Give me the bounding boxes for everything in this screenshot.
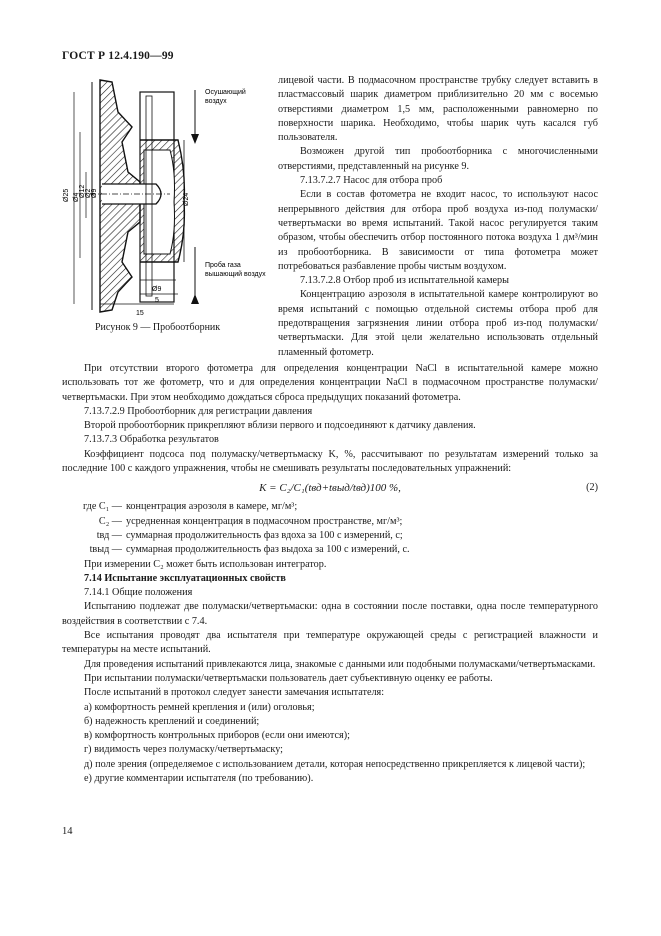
section-heading: 7.14 Испытание эксплуатационных свойств [84,572,286,584]
sampler-figure [60,72,270,320]
section-heading: 7.14.1 Общие положения [84,587,193,599]
paragraph: Все испытания проводят два испытателя при температуре окружающей среды с регистрацией влажности и температуры на месте испытаний. [62,630,598,656]
dim-label: Ø9 [91,188,98,198]
list-item: в) комфортность контрольных приборов (если они имеются); [84,730,350,742]
list-item: а) комфортность ремней крепления и (или) оголовья; [84,701,315,713]
definition: где C₁ — концентрация аэрозоля в камере, мг/м³; [82,501,298,513]
formula [62,476,598,500]
dim-label: 5 [155,297,159,304]
list-item: д) поле зрения (определяемое с использованием детали, которая непосредственно прикрепляется к лицевой части); [84,758,586,770]
paragraph: Концентрацию аэрозоля в испытательной камере контролируют во время испытаний с помощью отдельной системы отбора проб для предотвращения загрязнения линии отбора проб из-под полумаски/четвертьмаски. Для этой цели желательно использовать отдельный пламенный фотометр. [278,289,598,358]
list-item: б) надежность креплений и соединений; [84,715,260,727]
paragraph: Возможен другой тип пробоотборника с многочисленными отверстиями, представленный на рисунке 9. [278,146,598,172]
dim-label: 15 [136,310,144,317]
section-heading: 7.13.7.2.7 Насос для отбора проб [300,175,443,187]
figure-label-air-2: воздух [205,98,227,105]
definition: C₂ — усредненная концентрация в подмасочном пространстве, мг/м³; [98,515,403,527]
paragraph: При испытании полумаски/четвертьмаски пользователь дает субъективную оценку ее работы. [84,672,493,684]
definition: tвд — суммарная продолжительность фаз вдоха за 100 с измерений, с; [96,529,403,541]
list-item: г) видимость через полумаску/четвертьмаску; [84,744,283,756]
main-text [62,362,598,786]
figure-label-air: Осушающий [205,89,246,96]
paragraph: Второй пробоотборник прикрепляют вблизи первого и подсоединяют к датчику давления. [84,420,476,432]
page-number: 14 [62,826,73,837]
figure-label-sample: Проба газа [205,262,241,269]
formula-text: K = C₂/C₁(tвд+tвыд/tвд)100 %, [259,482,401,495]
page-header: ГОСТ Р 12.4.190—99 [62,50,174,62]
figure-caption: Рисунок 9 — Пробоотборник [95,322,221,333]
paragraph: лицевой части. В подмасочном пространстве трубку следует вставить в пластмассовый шарик диаметром приблизительно 20 мм с восемью отверстиями диаметром 1,5 мм, расположенными равномерно по поверхности шарика. Необходимо, чтобы шарик чуть касался губ пользователя. [278,75,598,144]
right-column-text [278,74,598,360]
formula-number: (2) [586,482,598,494]
dim-label: Ø4 [73,192,80,202]
figure-label-sample-2: вышающий воздух [205,271,266,278]
paragraph: Коэффициент подсоса под полумаску/четвертьмаску K, %, рассчитывают по результатам измерений только за последние 100 с каждого упражнения, чтобы не смешивать результаты последовательных упражнений: [62,448,598,475]
definition: tвыд — суммарная продолжительность фаз выдоха за 100 с измерений, с. [89,544,410,556]
dim-label: Ø9 [152,286,162,293]
dim-label: Ø2 [85,188,92,198]
paragraph: При измерении C₂ может быть использован интегратор. [84,558,327,570]
paragraph: Если в состав фотометра не входит насос, то используют насос непрерывного действия для отбора проб воздуха из-под полумаски/четвертьмаски во время испытаний. Такой насос регулируется таким образом, чтобы обеспечить отбор постоянного потока воздуха 1 дм³/мин из пробоотборника. В зависимости от типа фотометра может потребоваться разбавление пробы чистым воздухом. [278,189,598,272]
sampler-drawing [60,72,270,320]
dim-label: Ø24 [183,192,190,206]
paragraph: Для проведения испытаний привлекаются лица, знакомые с данными или подобными полумасками/четвертьмасками. [84,658,596,670]
paragraph: Испытанию подлежат две полумаски/четвертьмаски: одна в состоянии после поставки, одна после температурного воздействия в соответствии с 7.4. [62,601,598,627]
section-heading: 7.13.7.2.8 Отбор проб из испытательной камеры [300,275,509,287]
dim-label: Ø12 [79,184,86,198]
section-heading: 7.13.7.2.9 Пробоотборник для регистрации давления [84,405,313,417]
paragraph: При отсутствии второго фотометра для определения концентрации NaCl в испытательной камере можно использовать тот же фотометр, что и для определения концентрации NaCl в подмасочном пространстве полумаски/четвертьмаски. При этом необходимо дождаться сброса предыдущих показаний фотометра. [62,363,598,403]
section-heading: 7.13.7.3 Обработка результатов [84,434,219,446]
list-item: е) другие комментарии испытателя (по требованию). [84,773,314,785]
dim-label: Ø25 [63,188,70,202]
paragraph: После испытаний в протокол следует занести замечания испытателя: [84,687,385,699]
